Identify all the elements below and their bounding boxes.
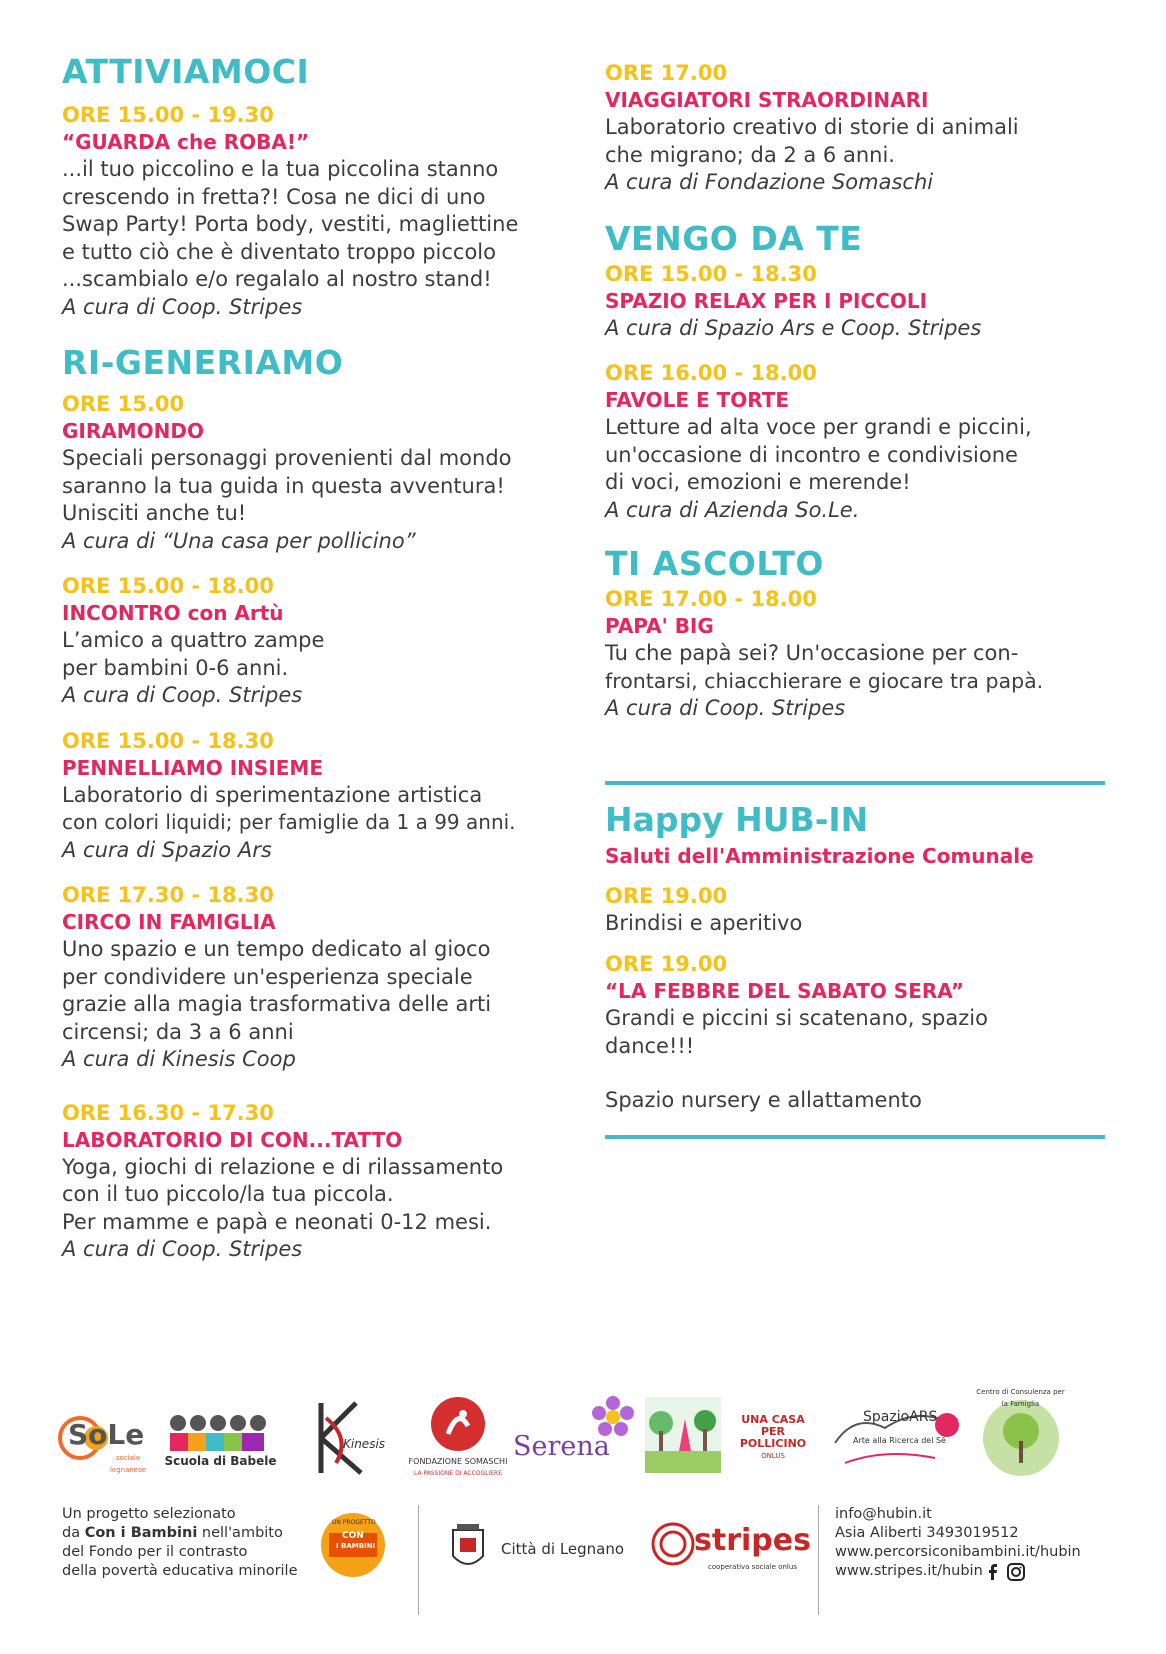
spazioars-caption: Arte alla Ricerca del Sé	[853, 1436, 946, 1445]
conibambini-badge: CON	[342, 1531, 364, 1541]
footer	[0, 1505, 1166, 1625]
conibambini-badge: I BAMBINI	[336, 1542, 376, 1550]
event-desc-line: saranno la tua guida in questa avventura!	[62, 473, 505, 498]
contact-link[interactable]: www.percorsiconibambini.it/hubin	[835, 1544, 1081, 1560]
logo-pollicino	[728, 1398, 818, 1478]
sole-wordmark: SoLe	[68, 1418, 145, 1451]
event-desc-line: Speciali personaggi provenienti dal mondo	[62, 446, 512, 470]
section-title: VENGO DA TE	[605, 218, 863, 258]
left-column	[62, 52, 562, 1282]
project-line-rest: nell'ambito	[201, 1525, 283, 1541]
event-desc-line: Laboratorio creativo di storie di animali	[605, 115, 1019, 139]
event-contatto	[62, 1100, 562, 1264]
event-credit: A cura di Coop. Stripes	[62, 1237, 303, 1261]
event-desc-line: per condividere un'esperienza speciale	[62, 964, 473, 989]
contact-email[interactable]: info@hubin.it	[835, 1506, 932, 1522]
event-desc-line: Unisciti anche tu!	[62, 501, 247, 525]
section-title: RI-GENERIAMO	[62, 343, 344, 382]
project-line: del Fondo per il contrasto	[62, 1544, 248, 1560]
logo-con-i-bambini	[318, 1505, 388, 1585]
event-desc-line: di voci, emozioni e merende!	[605, 470, 911, 494]
event-time: ORE 17.00 - 18.00	[605, 587, 817, 611]
section-title: ATTIVIAMOCI	[62, 52, 310, 91]
section-vengo-da-te	[605, 219, 1105, 525]
event-credit: A cura di Kinesis Coop	[62, 1047, 296, 1071]
right-column	[605, 60, 1105, 1139]
pollicino-line: ONLUS	[761, 1452, 785, 1460]
footer-divider	[818, 1505, 819, 1615]
pollicino-line: PER	[760, 1425, 786, 1438]
logo-babele	[163, 1402, 278, 1477]
event-desc-line: per bambini 0-6 anni.	[62, 655, 289, 680]
event-desc-line: Yoga, giochi di relazione e di rilassamento	[62, 1154, 504, 1179]
project-line	[62, 1524, 302, 1543]
babele-caption: Scuola di Babele	[164, 1453, 277, 1468]
event-credit: A cura di Coop. Stripes	[62, 683, 303, 707]
happy-title: Happy HUB-IN	[605, 799, 869, 839]
event-title: FAVOLE E TORTE	[605, 388, 790, 412]
logo-stripes	[650, 1515, 810, 1585]
pollicino-line: UNA CASA	[741, 1413, 805, 1426]
spazioars-wordmark: SpazioARS	[863, 1409, 938, 1425]
event-time: ORE 19.00	[605, 883, 728, 908]
contact-phone: Asia Aliberti 3493019512	[835, 1525, 1019, 1541]
event-desc-line: Tu che papà sei? Un'occasione per con-	[605, 641, 1019, 665]
contact-link-row	[835, 1562, 1135, 1581]
event-giramondo	[62, 391, 562, 555]
logo-consulenza	[973, 1390, 1068, 1485]
event-credit: A cura di Coop. Stripes	[62, 294, 303, 319]
event-time: ORE 15.00 - 18.30	[605, 261, 817, 286]
event-desc-line: Uno spazio e un tempo dedicato al gioco	[62, 937, 491, 961]
section-ti-ascolto	[605, 544, 1105, 723]
event-time: ORE 15.00 - 18.00	[62, 574, 274, 598]
event-title: PAPA' BIG	[605, 614, 714, 638]
pollicino-line: POLLICINO	[739, 1437, 807, 1450]
contact-link[interactable]: www.stripes.it/hubin	[835, 1563, 983, 1579]
event-incontro-artu	[62, 573, 562, 710]
project-bold: Con i Bambini	[84, 1525, 198, 1541]
event-time: ORE 15.00 - 19.30	[62, 103, 274, 127]
divider-bottom	[605, 1135, 1105, 1139]
section-title: TI ASCOLTO	[605, 544, 824, 583]
logo-sole	[58, 1398, 148, 1478]
happy-hubin-box	[605, 785, 1105, 1115]
legnano-crest-icon	[443, 1522, 493, 1576]
somaschi-logo-icon	[430, 1396, 486, 1452]
children-drawing-icon	[645, 1397, 721, 1473]
event-credit: A cura di Fondazione Somaschi	[605, 170, 934, 194]
conibambini-badge: UN PROGETTO	[332, 1519, 376, 1526]
event-title: GIRAMONDO	[62, 419, 204, 443]
event-desc-line: Laboratorio di sperimentazione artistica	[62, 782, 483, 807]
event-time: ORE 17.00	[605, 61, 728, 85]
logo-somaschi	[403, 1390, 513, 1485]
serena-wordmark: Serena	[513, 1431, 610, 1462]
somaschi-subcaption: LA PASSIONE DI ACCOGLIERE	[413, 1469, 503, 1477]
event-time: ORE 16.30 - 17.30	[62, 1100, 274, 1125]
logo-legnano	[443, 1519, 643, 1579]
event-desc-line: circensi; da 3 a 6 anni	[62, 1019, 294, 1044]
event-desc-line: Grandi e piccini si scatenano, spazio	[605, 1006, 988, 1030]
sole-caption: sociale legnanese	[109, 1454, 147, 1474]
project-text	[62, 1505, 302, 1581]
happy-note: Spazio nursery e allattamento	[605, 1088, 922, 1112]
event-desc-line: grazie alla magia trasformativa delle arti	[62, 992, 492, 1016]
event-credit: A cura di Coop. Stripes	[605, 696, 846, 720]
event-desc-line: con il tuo piccolo/la tua piccola.	[62, 1182, 394, 1206]
event-desc-line: L’amico a quattro zampe	[62, 628, 325, 652]
somaschi-caption: FONDAZIONE SOMASCHI	[408, 1456, 508, 1466]
consulenza-caption: Centro di Consulenza per la Famiglia	[976, 1388, 1065, 1408]
project-line: della povertà educativa minorile	[62, 1563, 298, 1579]
section-attiviamoci	[62, 52, 562, 321]
project-da: da	[62, 1525, 81, 1541]
babele-logo-icon	[166, 1413, 276, 1455]
event-time: ORE 15.00 - 18.30	[62, 728, 274, 753]
event-desc-line: che migrano; da 2 a 6 anni.	[605, 142, 895, 167]
legnano-label: Città di Legnano	[501, 1540, 625, 1558]
event-time: ORE 16.00 - 18.00	[605, 361, 817, 385]
event-spazio-relax	[605, 261, 1105, 343]
event-desc-line: e tutto ciò che è diventato troppo piccolo	[62, 239, 496, 264]
event-title: CIRCO IN FAMIGLIA	[62, 910, 276, 934]
contacts	[835, 1505, 1135, 1581]
event-title: LABORATORIO DI CON...TATTO	[62, 1127, 403, 1152]
happy-subtitle: Saluti dell'Amministrazione Comunale	[605, 843, 1034, 868]
event-credit: A cura di “Una casa per pollicino”	[62, 528, 416, 553]
event-title: INCONTRO con Artù	[62, 601, 284, 625]
event-viaggiatori	[605, 60, 1105, 197]
event-credit: A cura di Spazio Ars e Coop. Stripes	[605, 315, 982, 340]
event-title: VIAGGIATORI STRAORDINARI	[605, 88, 929, 112]
event-desc-line: con colori liquidi; per famiglie da 1 a 99 anni.	[62, 810, 516, 834]
event-desc-line: dance!!!	[605, 1033, 695, 1058]
event-papa-big	[605, 586, 1105, 723]
footer-divider	[418, 1505, 419, 1615]
event-desc-line: ...scambialo e/o regalalo al nostro stand!	[62, 267, 492, 291]
partner-logos	[58, 1390, 1108, 1490]
event-credit: A cura di Spazio Ars	[62, 837, 272, 862]
logo-serena	[513, 1395, 638, 1480]
event-desc-line: frontarsi, chiacchierare e giocare tra papà.	[605, 668, 1044, 693]
event-desc-line: Swap Party! Porta body, vestiti, magliettine	[62, 212, 519, 236]
instagram-icon[interactable]	[1007, 1563, 1025, 1581]
event-title: SPAZIO RELAX PER I PICCOLI	[605, 288, 928, 313]
event-title: PENNELLIAMO INSIEME	[62, 755, 323, 780]
event-guarda-che-roba	[62, 102, 562, 321]
logo-drawing	[643, 1395, 723, 1475]
event-favole-torte	[605, 360, 1105, 524]
event-desc-line: Per mamme e papà e neonati 0-12 mesi.	[62, 1209, 492, 1234]
logo-kinesis	[293, 1390, 388, 1485]
project-line: Un progetto selezionato	[62, 1506, 236, 1522]
section-rigeneriamo	[62, 343, 562, 1264]
kinesis-caption: Kinesis	[343, 1437, 386, 1451]
logo-spazioars	[823, 1395, 963, 1480]
event-circo	[62, 882, 562, 1074]
event-title: “LA FEBBRE DEL SABATO SERA”	[605, 979, 965, 1003]
event-desc-line: crescendo in fretta?! Cosa ne dici di uno	[62, 184, 486, 209]
stripes-wordmark: stripes	[694, 1523, 811, 1558]
event-pennelliamo	[62, 728, 562, 865]
event-desc-line: ...il tuo piccolino e la tua piccolina stanno	[62, 157, 499, 181]
event-desc-line: Brindisi e aperitivo	[605, 910, 803, 935]
event-time: ORE 19.00	[605, 952, 728, 976]
stripes-caption: cooperativa sociale onlus	[708, 1563, 797, 1571]
event-desc-line: un'occasione di incontro e condivisione	[605, 442, 1018, 467]
event-title: “GUARDA che ROBA!”	[62, 130, 310, 154]
event-credit: A cura di Azienda So.Le.	[605, 497, 860, 522]
event-desc-line: Letture ad alta voce per grandi e piccini,	[605, 415, 1032, 439]
event-time: ORE 15.00	[62, 392, 185, 416]
stripes-swirl-icon	[650, 1521, 696, 1567]
event-time: ORE 17.30 - 18.30	[62, 883, 274, 907]
facebook-icon[interactable]	[989, 1564, 1001, 1580]
